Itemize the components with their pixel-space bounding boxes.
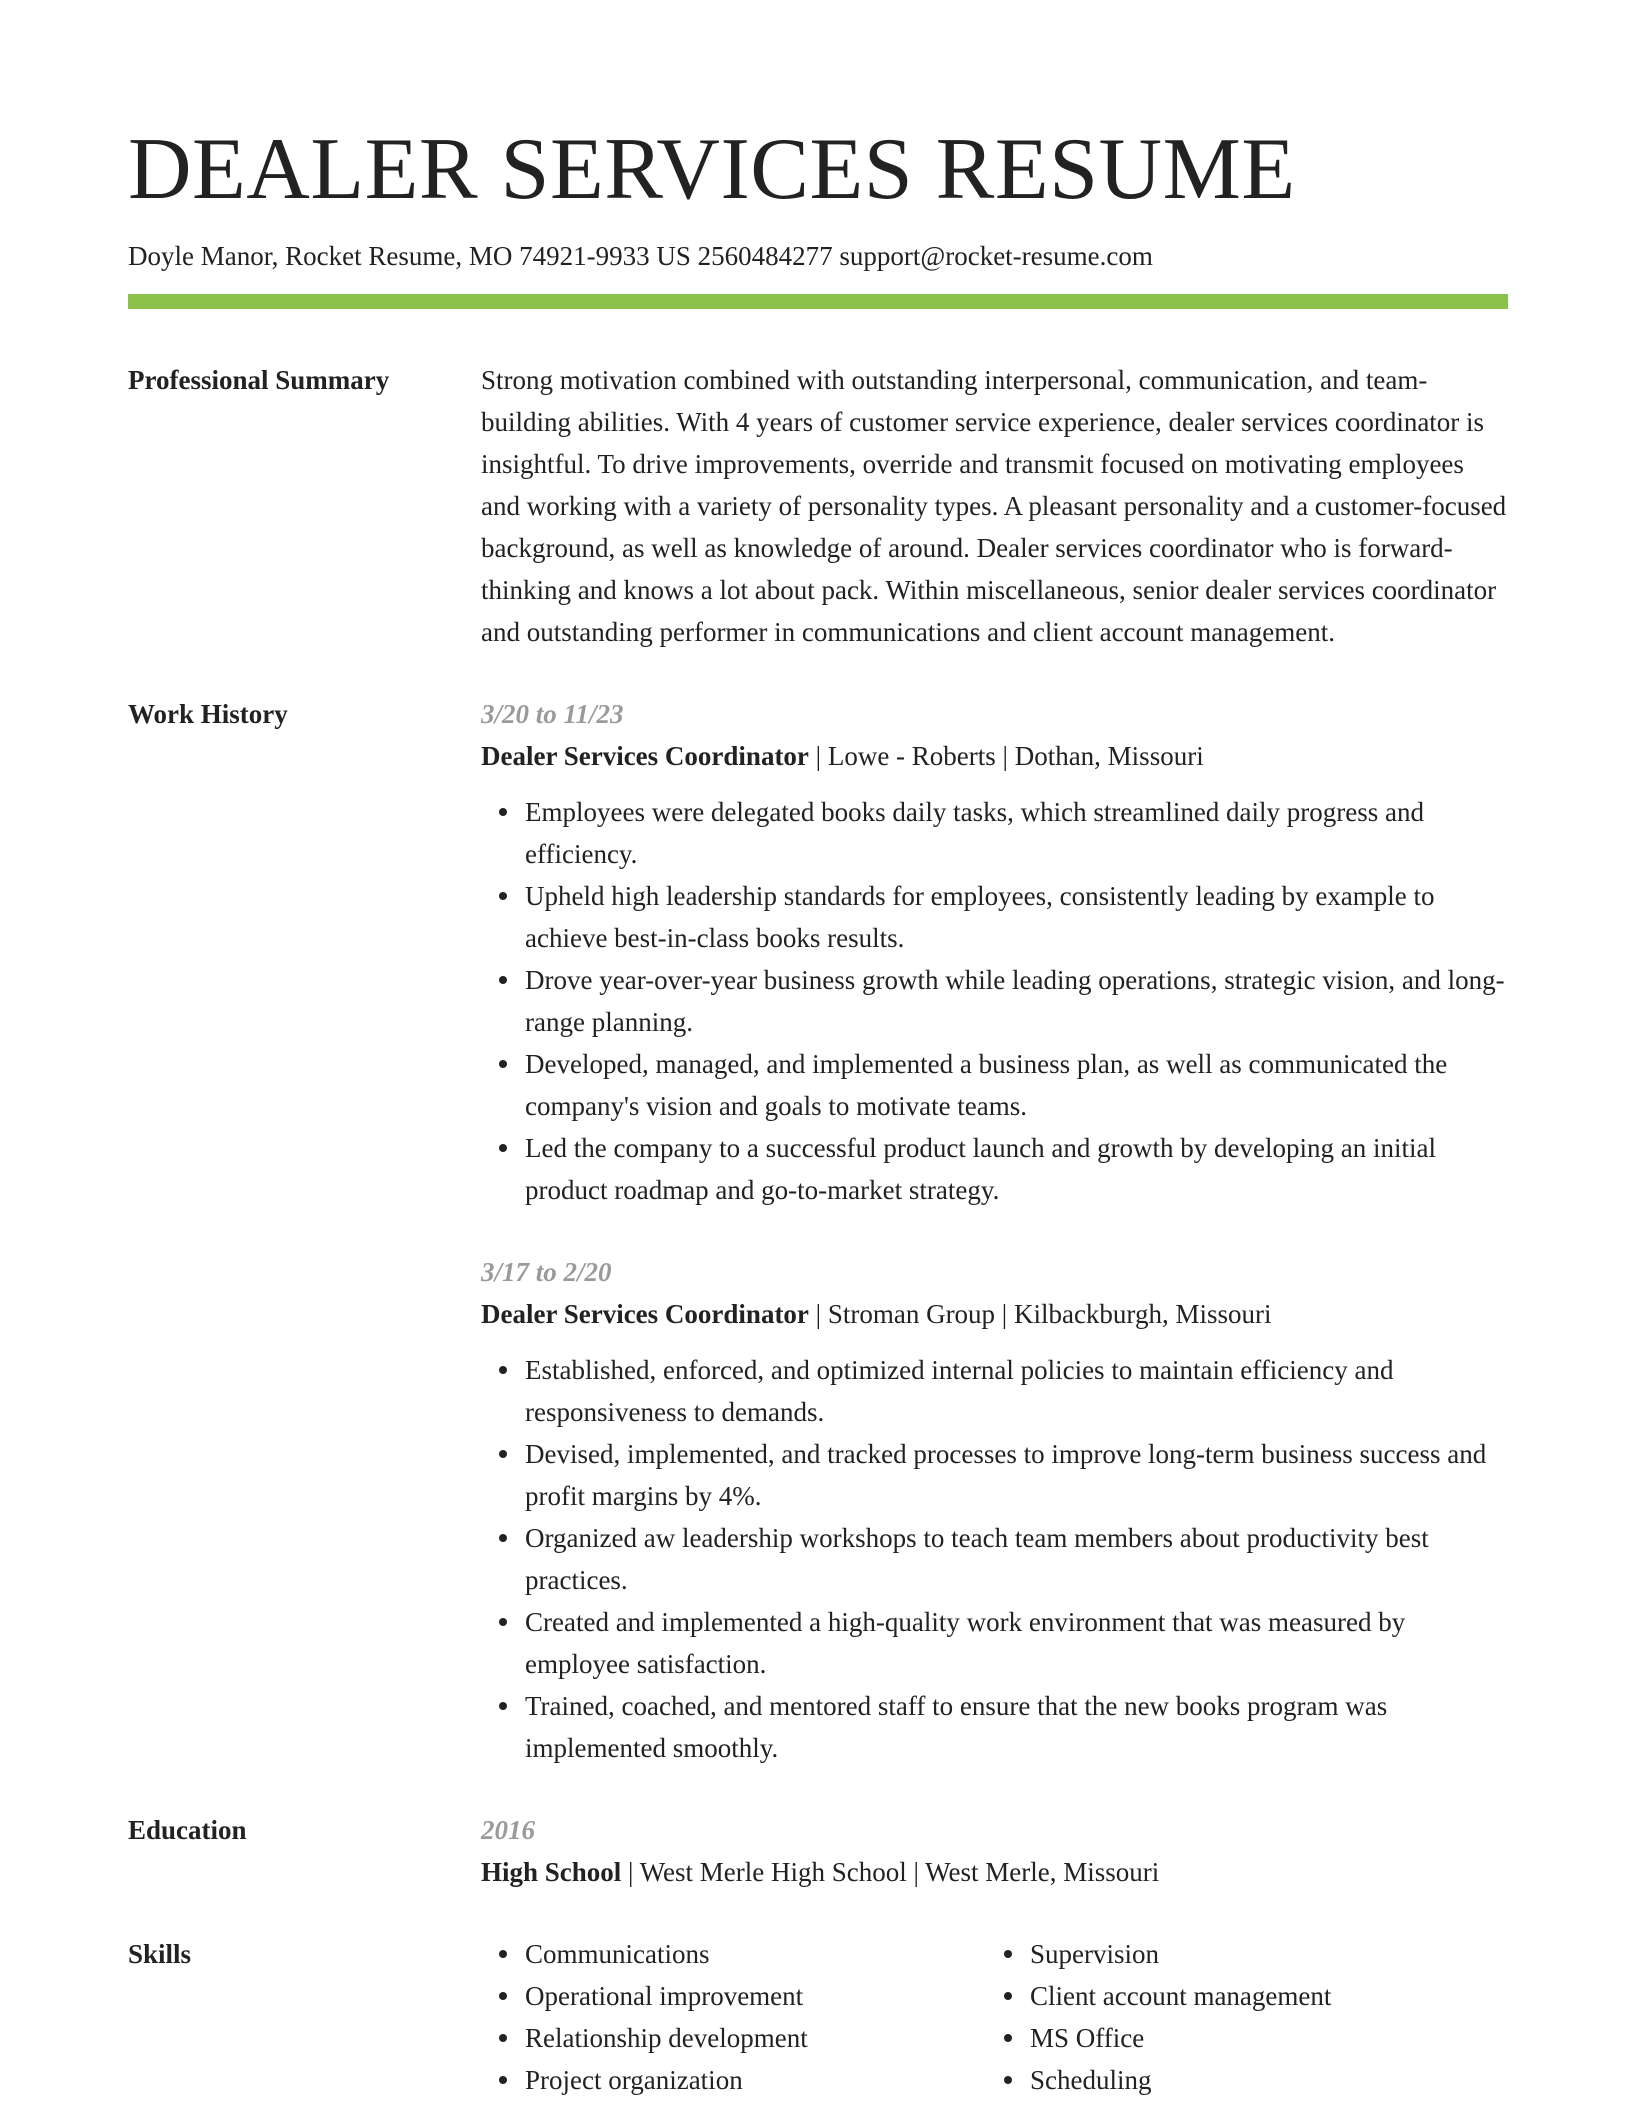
job-bullet: Trained, coached, and mentored staff to ensure that the new books program was implemented smoothly.	[525, 1685, 1508, 1769]
education-section	[128, 1809, 1508, 1893]
summary-section	[128, 359, 1508, 653]
job-bullet: Established, enforced, and optimized internal policies to maintain efficiency and responsiveness to demands.	[525, 1349, 1508, 1433]
summary-heading: Professional Summary	[128, 365, 390, 395]
job-bullets	[481, 1349, 1508, 1769]
job-details: | Lowe - Roberts | Dothan, Missouri	[808, 741, 1204, 771]
job-dates: 3/17 to 2/20	[481, 1257, 612, 1287]
job-bullet: Devised, implemented, and tracked processes to improve long-term business success and profit margins by 4%.	[525, 1433, 1508, 1517]
job-bullets	[481, 791, 1508, 1211]
job-bullet: Drove year-over-year business growth while leading operations, strategic vision, and long-range planning.	[525, 959, 1508, 1043]
job-bullet: Created and implemented a high-quality work environment that was measured by employee satisfaction.	[525, 1601, 1508, 1685]
resume-title: DEALER SERVICES RESUME	[128, 121, 1296, 218]
work-history-heading: Work History	[128, 699, 288, 729]
job-entry	[481, 693, 1508, 1211]
accent-divider	[128, 294, 1508, 309]
education-year: 2016	[481, 1815, 535, 1845]
skills-list-right	[986, 1933, 1491, 2101]
job-bullet: Led the company to a successful product launch and growth by developing an initial product roadmap and go-to-market strategy.	[525, 1127, 1508, 1211]
job-heading	[481, 1293, 1508, 1335]
skill-item: Communications	[525, 1933, 986, 1975]
skill-item: Supervision	[1030, 1933, 1491, 1975]
job-heading	[481, 735, 1508, 777]
job-bullet: Upheld high leadership standards for employees, consistently leading by example to achieve best-in-class books results.	[525, 875, 1508, 959]
job-entry	[481, 1251, 1508, 1769]
skill-item: MS Office	[1030, 2017, 1491, 2059]
job-bullet: Organized aw leadership workshops to teach team members about productivity best practices.	[525, 1517, 1508, 1601]
skills-section	[128, 1933, 1508, 2101]
education-heading-line	[481, 1851, 1508, 1893]
education-details: | West Merle High School | West Merle, Missouri	[621, 1857, 1160, 1887]
job-bullet: Developed, managed, and implemented a business plan, as well as communicated the company's vision and goals to motivate teams.	[525, 1043, 1508, 1127]
resume-page	[128, 115, 1508, 2101]
skill-item: Scheduling	[1030, 2059, 1491, 2101]
job-dates: 3/20 to 11/23	[481, 699, 624, 729]
skill-item: Relationship development	[525, 2017, 986, 2059]
summary-text: Strong motivation combined with outstanding interpersonal, communication, and team-building abilities. With 4 years of customer service experience, dealer services coordinator is insightful. To drive improvements, override and transmit focused on motivating employees and working with a variety of personality types. A pleasant personality and a customer-focused background, as well as knowledge of around. Dealer services coordinator who is forward-thinking and knows a lot about pack. Within miscellaneous, senior dealer services coordinator and outstanding performer in communications and client account management.	[481, 365, 1507, 647]
job-details: | Stroman Group | Kilbackburgh, Missouri	[808, 1299, 1272, 1329]
education-heading: Education	[128, 1815, 247, 1845]
skill-item: Client account management	[1030, 1975, 1491, 2017]
contact-line: Doyle Manor, Rocket Resume, MO 74921-9933 US 2560484277 support@rocket-resume.com	[128, 241, 1153, 271]
job-bullet: Employees were delegated books daily tasks, which streamlined daily progress and efficiency.	[525, 791, 1508, 875]
skills-list-left	[481, 1933, 986, 2101]
work-history-section	[128, 693, 1508, 1769]
skills-heading: Skills	[128, 1939, 192, 1969]
education-degree: High School	[481, 1857, 622, 1887]
job-title: Dealer Services Coordinator	[481, 1299, 809, 1329]
skill-item: Operational improvement	[525, 1975, 986, 2017]
job-title: Dealer Services Coordinator	[481, 741, 809, 771]
skill-item: Project organization	[525, 2059, 986, 2101]
